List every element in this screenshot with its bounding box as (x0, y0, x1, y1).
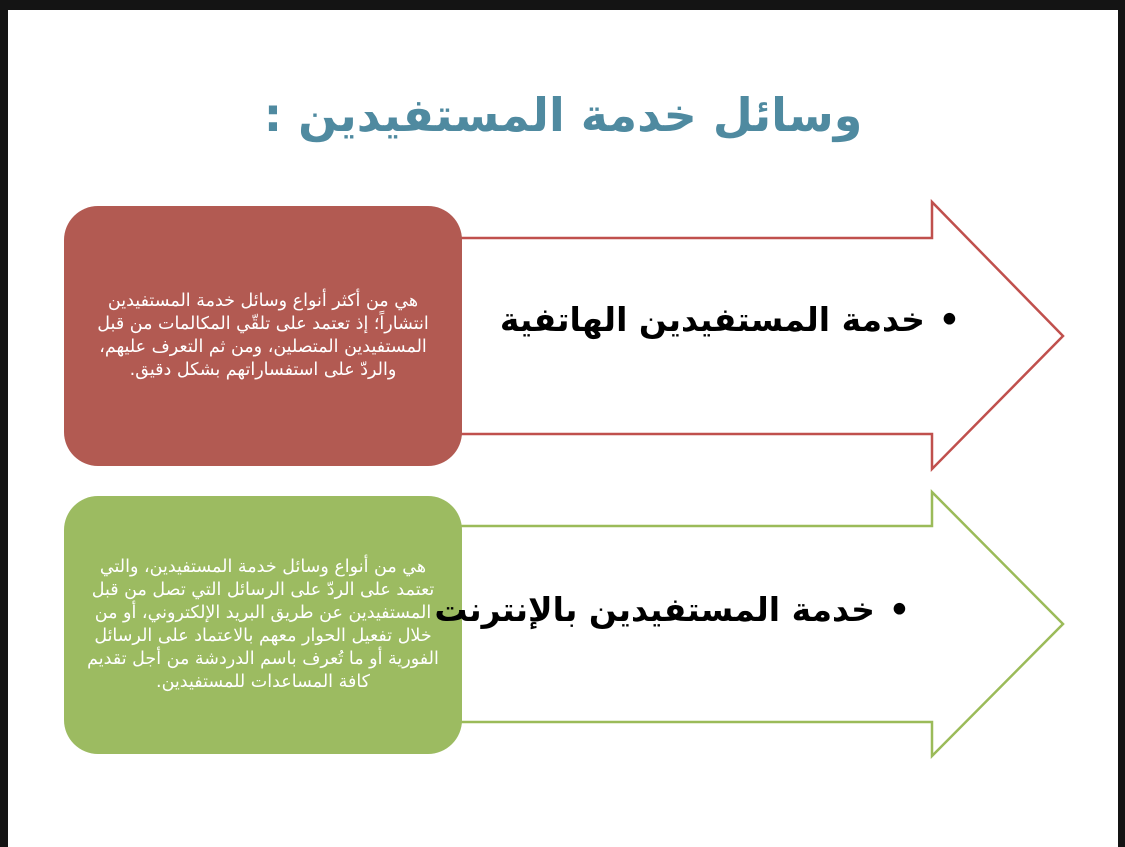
description-box-internet (64, 496, 462, 754)
label-phone-text: خدمة المستفيدين الهاتفية (499, 300, 925, 339)
label-internet-service (434, 590, 910, 629)
bullet-icon: • (888, 590, 910, 629)
description-box-phone (64, 206, 462, 466)
description-text-internet: هي من أنواع وسائل خدمة المستفيدين، والتي تعتمد على الردّ على الرسائل التي تصل من قبل المستفيدين عن طريق البريد الإلكتروني، أو من خلال تفعيل الحوار معهم بالاعتماد على الرسائل الفورية أو ما تُعرف باسم الدردشة من أجل تقديم كافة المساعدات للمستفيدين. (87, 557, 439, 692)
label-phone-service (500, 300, 960, 339)
bullet-icon: • (938, 300, 960, 339)
description-text-phone: هي من أكثر أنواع وسائل خدمة المستفيدين انتشاراً؛ إذ تعتمد على تلقّي المكالمات من قبل المستفيدين المتصلين، ومن ثم التعرف عليهم، والردّ على استفساراتهم بشكل دقيق. (97, 291, 429, 380)
label-internet-text: خدمة المستفيدين بالإنترنت (434, 590, 875, 629)
slide-title: وسائل خدمة المستفيدين : (263, 88, 863, 142)
slide (8, 10, 1118, 847)
